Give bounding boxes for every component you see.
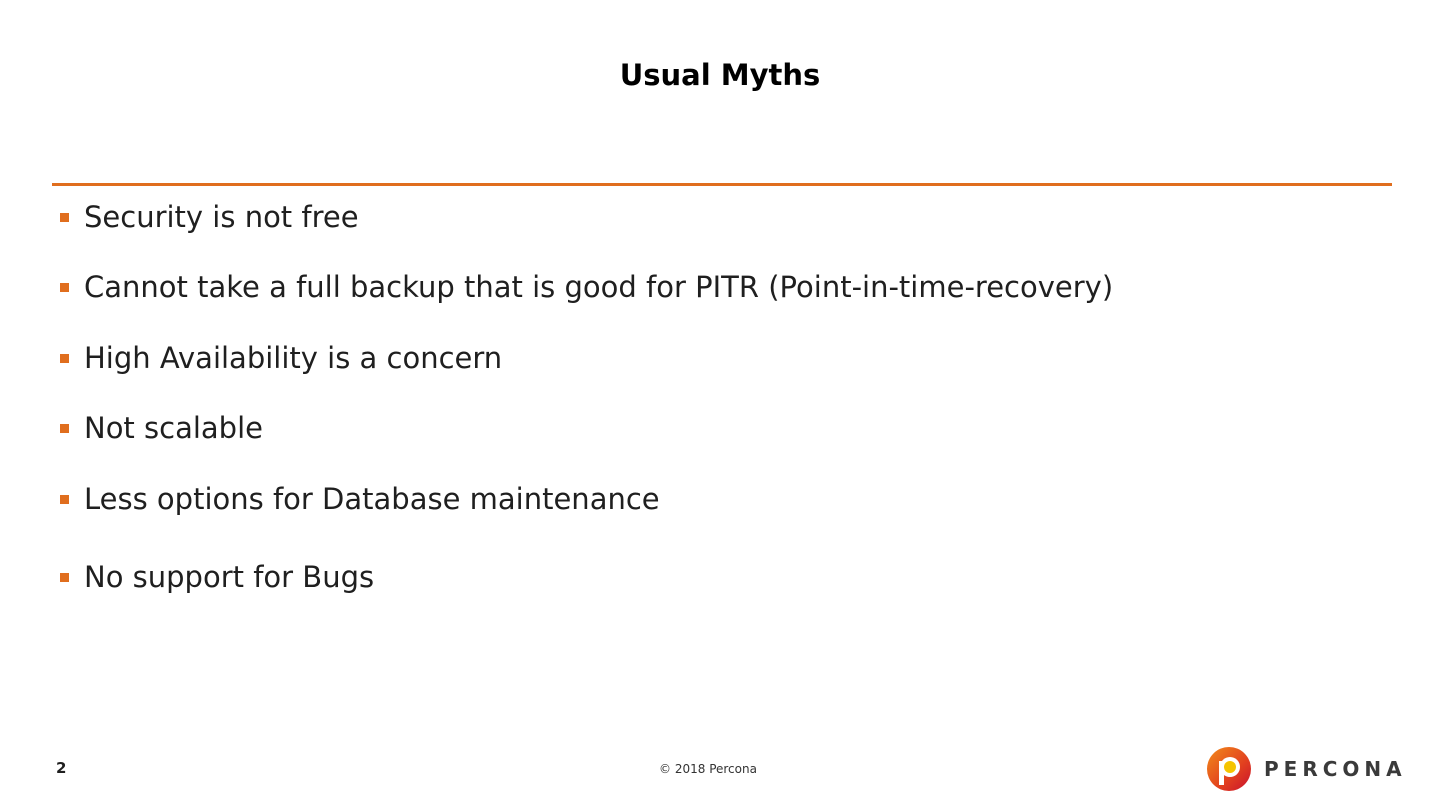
bullet-text: High Availability is a concern xyxy=(84,341,503,375)
page-number: 2 xyxy=(56,759,67,777)
logo-wordmark: PERCONA xyxy=(1264,757,1407,781)
percona-logo xyxy=(1206,746,1407,792)
bullet-square-icon xyxy=(60,213,69,222)
bullet-square-icon xyxy=(60,573,69,582)
bullet-item xyxy=(60,482,660,516)
bullet-square-icon xyxy=(60,283,69,292)
bullet-text: Not scalable xyxy=(84,411,263,445)
copyright-notice: © 2018 Percona xyxy=(659,762,757,776)
slide-title: Usual Myths xyxy=(619,58,821,92)
bullet-item xyxy=(60,270,1113,304)
bullet-square-icon xyxy=(60,354,69,363)
bullet-square-icon xyxy=(60,424,69,433)
bullet-text: No support for Bugs xyxy=(84,560,375,594)
bullet-item xyxy=(60,560,374,594)
title-divider xyxy=(52,183,1392,186)
bullet-item xyxy=(60,411,263,445)
bullet-square-icon xyxy=(60,495,69,504)
bullet-item xyxy=(60,341,502,375)
bullet-item xyxy=(60,200,359,234)
bullet-text: Security is not free xyxy=(84,200,359,234)
bullet-text: Cannot take a full backup that is good for PITR (Point-in-time-recovery) xyxy=(84,270,1114,304)
bullet-text: Less options for Database maintenance xyxy=(84,482,660,516)
percona-logo-icon xyxy=(1206,746,1252,792)
